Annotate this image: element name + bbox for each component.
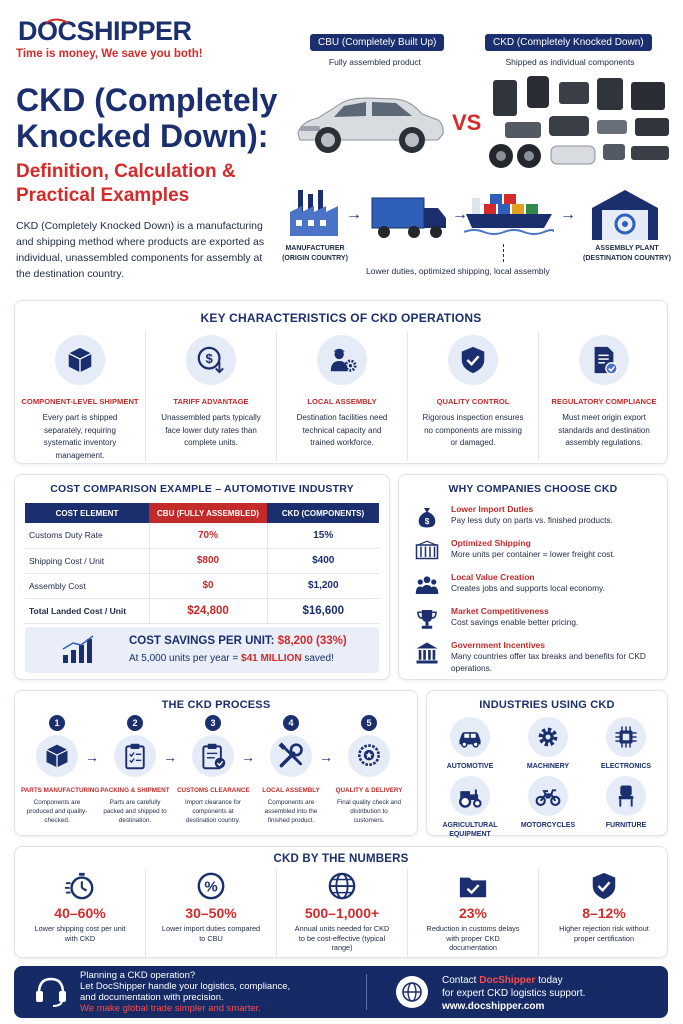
industry-item [431, 717, 509, 775]
savings-box [25, 627, 379, 673]
industry-icon-circle [528, 717, 568, 757]
industry-item [509, 717, 587, 775]
numbers-list [15, 869, 669, 957]
tractor-icon [457, 783, 483, 809]
characteristic-title: TARIFF ADVANTAGE [173, 397, 249, 406]
annual-savings-value: $41 MILLION [241, 653, 302, 664]
stat-item [15, 869, 145, 957]
clipboard-check-icon [199, 742, 227, 770]
tagline: Time is money, We save you both! [16, 48, 203, 60]
characteristic-item [538, 331, 669, 461]
why-choose-list [413, 503, 663, 673]
vs-label: VS [452, 110, 482, 135]
plant-label: ASSEMBLY PLANT (DESTINATION COUNTRY) [583, 245, 671, 262]
characteristic-item [15, 331, 145, 461]
flow-arrow: → [560, 206, 576, 223]
document-check-icon [589, 345, 619, 375]
process-step [333, 715, 405, 825]
industry-label: ELECTRONICS [600, 763, 652, 770]
parts-image [485, 72, 675, 172]
cost-row-ckd: 15% [267, 523, 379, 548]
folder-check-icon [458, 871, 488, 901]
cost-header-element: COST ELEMENT [25, 503, 149, 523]
truck-icon [370, 194, 448, 242]
dollar-down-icon [196, 345, 226, 375]
process-title: THE CKD PROCESS [161, 699, 271, 711]
tools-icon [277, 742, 305, 770]
stat-icon-wrap [539, 869, 669, 903]
characteristic-title: REGULATORY COMPLIANCE [551, 397, 657, 406]
process-step [99, 715, 171, 825]
why-title: Optimized Shipping [451, 538, 531, 548]
industry-label: FURNITURE [605, 822, 647, 829]
step-title: LOCAL ASSEMBLY [262, 787, 320, 794]
worker-gears-icon [327, 345, 357, 375]
cost-row-cbu: 70% [149, 523, 267, 548]
cost-row-cbu: $800 [149, 548, 267, 573]
step-title: PARTS MANUFACTURING [21, 787, 100, 794]
characteristic-desc: Unassembled parts typically face lower duty rates than complete units. [161, 413, 261, 447]
stat-desc: Reduction in customs delays with proper CKD documentation [426, 924, 520, 952]
why-desc: More units per container = lower freight cost. [451, 549, 615, 559]
why-icon-wrap [415, 539, 439, 568]
savings-value: $8,200 (33%) [277, 635, 347, 647]
table-row [25, 523, 379, 548]
characteristic-icon-circle [317, 335, 367, 385]
table-row [25, 598, 379, 623]
cost-row-label: Shipping Cost / Unit [25, 548, 149, 573]
stat-item [538, 869, 669, 957]
footer-contact-brand: DocShipper [479, 975, 536, 986]
stat-desc: Higher rejection risk without proper certification [559, 924, 649, 943]
container-icon [415, 539, 439, 563]
why-title: Lower Import Duties [451, 504, 534, 514]
step-number: 3 [205, 715, 221, 731]
characteristic-item [407, 331, 538, 461]
chair-icon [613, 783, 639, 809]
stat-item [145, 869, 276, 957]
chip-icon [613, 724, 639, 750]
numbers-card [14, 846, 668, 958]
why-title: Government Incentives [451, 640, 546, 650]
stat-value: 30–50% [185, 905, 237, 921]
characteristic-icon-circle [579, 335, 629, 385]
step-arrow: → [319, 749, 333, 765]
step-icon-circle [348, 735, 390, 777]
stat-desc: Lower import duties compared to CBU [161, 924, 261, 943]
cost-row-cbu: $24,800 [149, 598, 267, 623]
step-desc: Final quality check and distribution to customers. [336, 799, 402, 824]
money-bag-icon [415, 505, 439, 529]
key-characteristics-title: KEY CHARACTERISTICS OF CKD OPERATIONS [200, 311, 482, 325]
stat-icon-wrap [15, 869, 145, 903]
globe-icon [396, 976, 428, 1008]
industries-title: INDUSTRIES USING CKD [479, 699, 615, 711]
step-number: 5 [361, 715, 377, 731]
step-arrow: → [163, 749, 177, 765]
why-icon-wrap [415, 573, 439, 602]
characteristic-desc: Rigorous inspection ensures no components are missing or damaged. [422, 413, 524, 447]
step-desc: Import clearance for components at destination country. [185, 799, 241, 824]
government-icon [415, 641, 439, 665]
page-title: CKD (Completely Knocked Down): [16, 82, 278, 154]
cost-row-ckd: $16,600 [267, 598, 379, 623]
why-item [413, 571, 663, 605]
svg-text:$: $ [424, 516, 430, 526]
why-item [413, 537, 663, 571]
why-title: Market Competitiveness [451, 606, 549, 616]
cost-row-label: Customs Duty Rate [25, 523, 149, 548]
characteristic-title: COMPONENT-LEVEL SHIPMENT [21, 397, 139, 406]
characteristic-item [276, 331, 407, 461]
industry-label: AGRICULTURAL EQUIPMENT [442, 822, 498, 838]
savings-line: COST SAVINGS PER UNIT: $8,200 (33%) [129, 635, 347, 647]
flow-divider [503, 244, 504, 262]
footer-contact: Contact DocShipper today for expert CKD logistics support. www.docshipper.com [442, 975, 586, 1012]
step-number: 1 [49, 715, 65, 731]
why-icon-wrap [415, 607, 439, 636]
stat-desc: Annual units needed for CKD to be cost-effective (typical range) [294, 924, 390, 952]
step-number: 4 [283, 715, 299, 731]
numbers-title: CKD BY THE NUMBERS [273, 853, 409, 865]
logo-mark [16, 14, 206, 48]
footer-text: Planning a CKD operation? Let DocShipper handle your logistics, compliance, and documentation with precision. We make global trade simpler and smarter. [80, 970, 291, 1014]
why-choose-card [398, 474, 668, 680]
factory-icon [288, 186, 340, 238]
step-icon-circle [270, 735, 312, 777]
plant-icon [590, 186, 660, 242]
shield-check-icon [589, 871, 619, 901]
industry-icon-circle [606, 776, 646, 816]
motorcycle-icon [535, 783, 561, 809]
cbu-label: CBU (Completely Built Up) [310, 34, 444, 51]
stat-value: 23% [458, 905, 488, 921]
svg-text:$: $ [205, 350, 213, 366]
process-step [255, 715, 327, 825]
stat-value: 500–1,000+ [304, 905, 380, 921]
table-row [25, 548, 379, 573]
ckd-desc: Shipped as individual components [505, 57, 635, 67]
characteristic-desc: Every part is shipped separately, requiring systematic inventory management. [42, 413, 118, 460]
chart-growth-icon [61, 635, 95, 665]
cost-table-header [25, 503, 379, 523]
intro-text: CKD (Completely Knocked Down) is a manufacturing and shipping method where products are exported as individual, unassembled components for assembly at the destination country. [16, 220, 265, 280]
characteristic-item [145, 331, 276, 461]
key-characteristics-list [15, 331, 669, 461]
cost-comparison-card [14, 474, 390, 680]
stat-icon-wrap [408, 869, 538, 903]
box-icon [43, 742, 71, 770]
industry-item [509, 776, 587, 834]
step-desc: Parts are carefully packed and shipped to destination. [103, 799, 167, 824]
manufacturer-label: MANUFACTURER (ORIGIN COUNTRY) [282, 245, 348, 262]
page-subtitle: Definition, Calculation & Practical Examples [16, 161, 236, 206]
stat-icon-wrap [146, 869, 276, 903]
trophy-icon [415, 607, 439, 631]
characteristic-icon-circle [448, 335, 498, 385]
stat-item [276, 869, 407, 957]
ckd-label: CKD (Completely Knocked Down) [485, 34, 652, 51]
badge-icon [355, 742, 383, 770]
characteristic-title: QUALITY CONTROL [436, 397, 510, 406]
step-icon-circle [114, 735, 156, 777]
box-icon [65, 345, 95, 375]
logo-text: DOCSHIPPER [18, 16, 192, 46]
globe-icon [327, 871, 357, 901]
step-arrow: → [241, 749, 255, 765]
why-choose-title: WHY COMPANIES CHOOSE CKD [448, 483, 618, 495]
step-desc: Components are assembled into the finished product. [264, 799, 318, 824]
cbu-desc: Fully assembled product [328, 57, 422, 67]
stopwatch-icon [65, 871, 95, 901]
characteristic-icon-circle [55, 335, 105, 385]
percent-icon [196, 871, 226, 901]
cost-row-label: Assembly Cost [25, 573, 149, 598]
svg-text:%: % [204, 878, 218, 896]
shield-check-icon [458, 345, 488, 375]
industry-icon-circle [528, 776, 568, 816]
why-item [413, 503, 663, 537]
people-icon [415, 573, 439, 597]
industry-icon-circle [450, 776, 490, 816]
industry-label: AUTOMOTIVE [446, 763, 494, 770]
key-characteristics-card [14, 300, 668, 464]
step-title: QUALITY & DELIVERY [335, 787, 403, 794]
step-title: PACKING & SHIPMENT [100, 787, 170, 794]
flow-arrow: → [452, 206, 468, 223]
step-number: 2 [127, 715, 143, 731]
clipboard-icon [121, 742, 149, 770]
characteristic-desc: Destination facilities need technical capacity and trained workforce. [296, 413, 388, 447]
industry-label: MACHINERY [526, 763, 570, 770]
stat-desc: Lower shipping cost per unit with CKD [34, 924, 126, 943]
step-arrow: → [85, 749, 99, 765]
flow-arrow: → [346, 206, 362, 223]
process-step [21, 715, 100, 825]
why-item [413, 605, 663, 639]
industry-label: MOTORCYCLES [520, 822, 576, 829]
why-item [413, 639, 663, 673]
industry-icon-circle [450, 717, 490, 757]
cost-header-ckd: CKD (COMPONENTS) [267, 503, 379, 523]
headset-icon [34, 975, 68, 1009]
cost-table [25, 503, 379, 624]
logo [16, 14, 206, 50]
step-icon-circle [36, 735, 78, 777]
cost-header-cbu: CBU (FULLY ASSEMBLED) [149, 503, 267, 523]
characteristic-title: LOCAL ASSEMBLY [307, 397, 377, 406]
industry-item [587, 717, 665, 775]
step-title: CUSTOMS CLEARANCE [177, 787, 250, 794]
process-steps [15, 715, 419, 833]
cost-row-ckd: $400 [267, 548, 379, 573]
step-desc: Components are produced and quality-checked. [26, 799, 88, 824]
industry-icon-circle [606, 717, 646, 757]
process-step [177, 715, 249, 825]
why-icon-wrap [415, 641, 439, 670]
industry-item [431, 776, 509, 838]
why-desc: Cost savings enable better pricing. [451, 617, 579, 627]
industry-item [587, 776, 665, 834]
industries-card [426, 690, 668, 836]
why-icon-wrap [415, 505, 439, 534]
why-desc: Many countries offer tax breaks and benefits for CKD operations. [451, 651, 646, 673]
step-icon-circle [192, 735, 234, 777]
why-title: Local Value Creation [451, 572, 535, 582]
stat-value: 40–60% [54, 905, 106, 921]
cost-row-ckd: $1,200 [267, 573, 379, 598]
process-card [14, 690, 418, 836]
ship-icon [464, 192, 554, 244]
table-row [25, 573, 379, 598]
website-link[interactable]: www.docshipper.com [442, 1001, 545, 1012]
flow-caption: Lower duties, optimized shipping, local assembly [366, 266, 550, 276]
annual-savings-line: At 5,000 units per year = $41 MILLION saved! [129, 653, 334, 664]
cost-row-label: Total Landed Cost / Unit [25, 598, 149, 623]
cost-comparison-title: COST COMPARISON EXAMPLE – AUTOMOTIVE INDUSTRY [50, 483, 354, 495]
why-desc: Creates jobs and supports local economy. [451, 583, 605, 593]
footer-banner [14, 966, 668, 1018]
footer-divider [366, 974, 367, 1010]
stat-item [407, 869, 538, 957]
why-desc: Pay less duty on parts vs. finished products. [451, 515, 613, 525]
gear-icon [535, 724, 561, 750]
stat-icon-wrap [277, 869, 407, 903]
car-image [288, 82, 448, 162]
car-icon [457, 724, 483, 750]
stat-value: 8–12% [582, 905, 626, 921]
industries-grid [431, 717, 665, 838]
characteristic-desc: Must meet origin export standards and destination assembly regulations. [558, 413, 650, 447]
cost-row-cbu: $0 [149, 573, 267, 598]
characteristic-icon-circle [186, 335, 236, 385]
